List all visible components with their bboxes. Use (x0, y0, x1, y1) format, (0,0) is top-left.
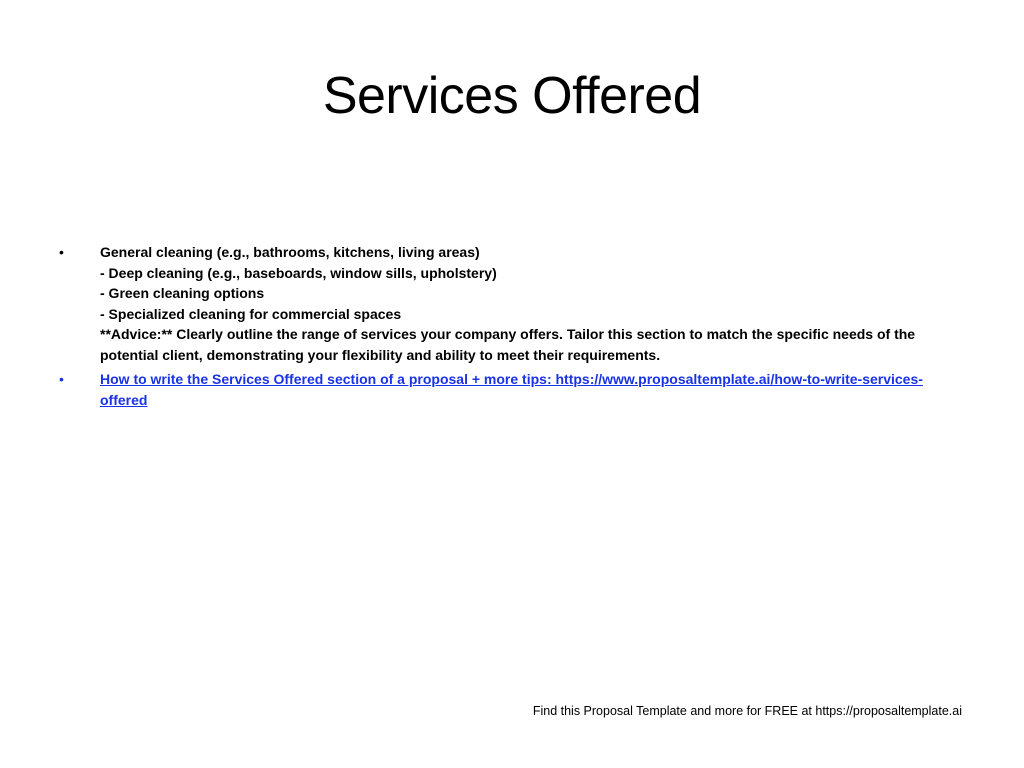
service-line: - Green cleaning options (100, 285, 265, 301)
bullet-icon: • (59, 371, 64, 387)
footer-text: Find this Proposal Template and more for FREE at https://proposaltemplate.ai (532, 704, 962, 718)
service-line: - Specialized cleaning for commercial spaces (100, 305, 402, 322)
service-line: - Deep cleaning (e.g., baseboards, window sills, upholstery) (100, 264, 497, 281)
slide-title: Services Offered (322, 67, 702, 125)
service-line: General cleaning (e.g., bathrooms, kitchens, living areas) (100, 244, 480, 260)
advice-text: **Advice:** Clearly outline the range of services your company offers. Tailor this section to match the specific needs of the potential client, demonstrating your flexibility and ability to meet their requirements. (100, 326, 916, 363)
bullet-icon: • (59, 244, 64, 260)
list-item (56, 242, 956, 365)
tips-link[interactable]: How to write the Services Offered section of a proposal + more tips: https://www.proposaltemplate.ai/how-to-write-services-offered (100, 371, 923, 408)
list-item-link (56, 369, 956, 410)
bullet-list (56, 242, 956, 414)
services-text (100, 242, 956, 365)
